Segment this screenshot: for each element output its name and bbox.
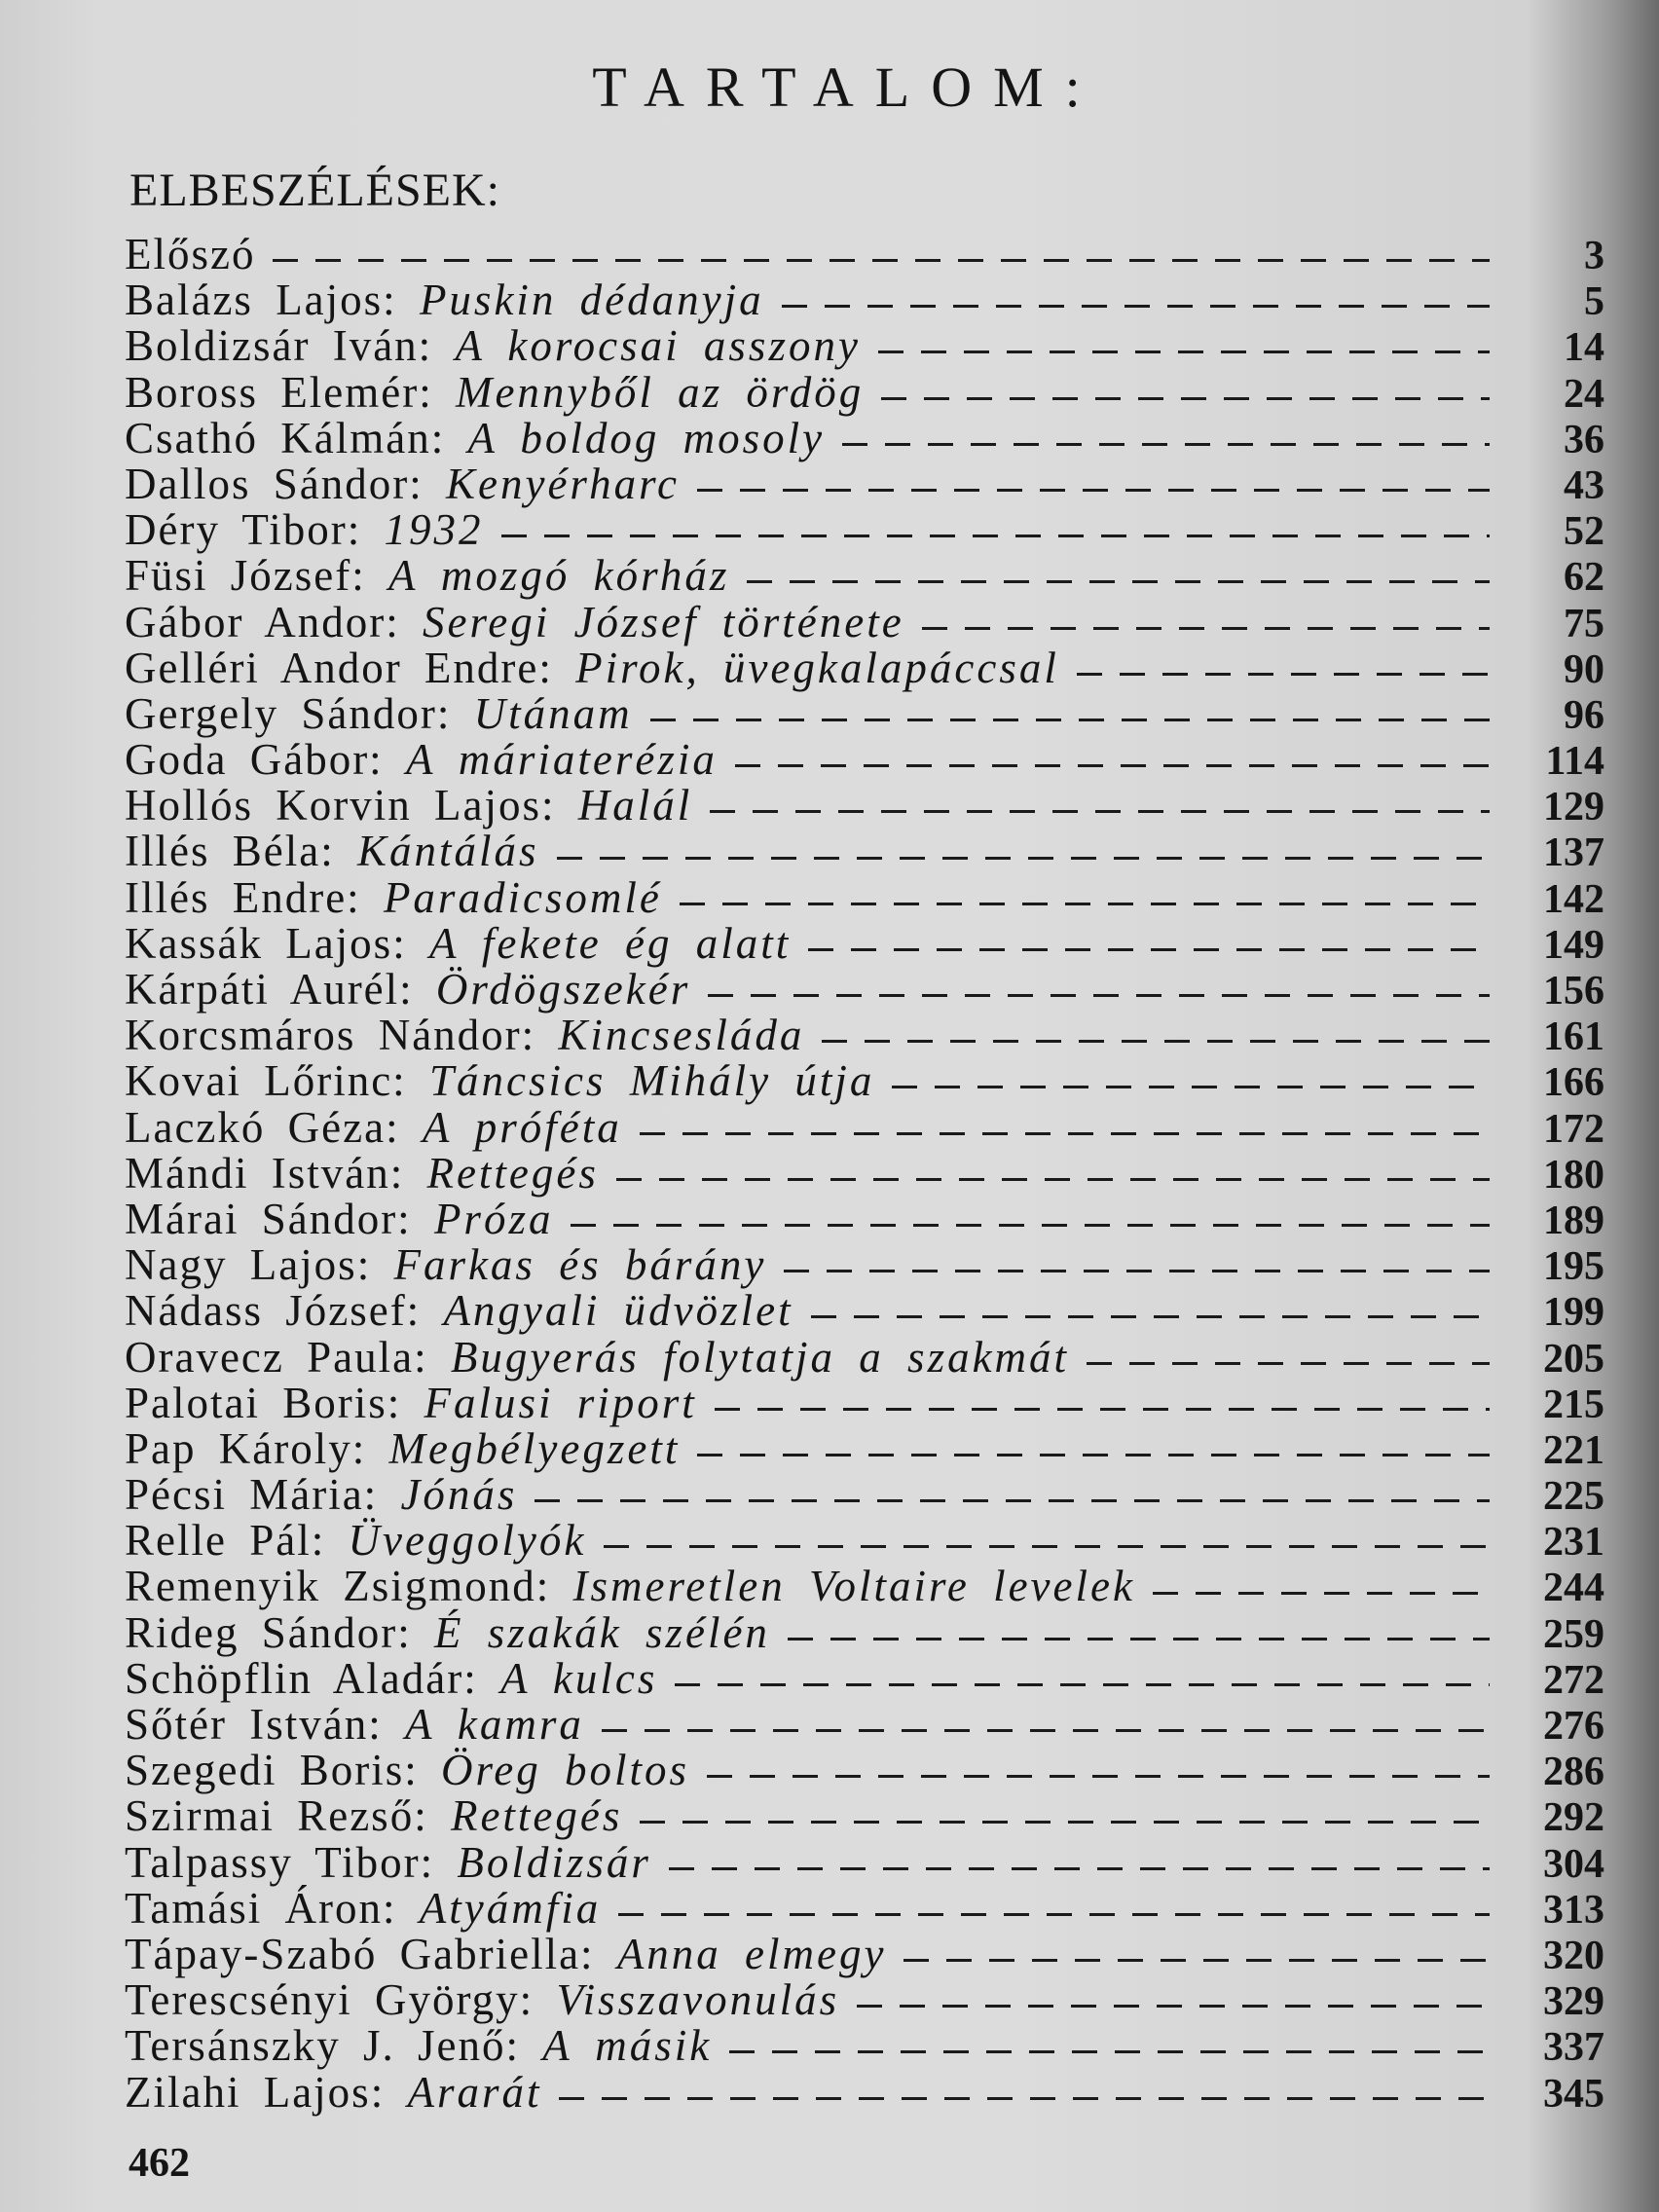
toc-page-number: 304 [1543, 1841, 1604, 1887]
toc-page-number: 259 [1543, 1611, 1604, 1657]
dash-leader [559, 2097, 1490, 2100]
toc-author: Pap Károly: [125, 1423, 367, 1473]
toc-title: 1932 [384, 505, 484, 555]
toc-entry-text [125, 553, 729, 599]
dash-leader [788, 1638, 1490, 1641]
toc-entry [125, 1058, 1604, 1104]
toc-entry [125, 645, 1604, 691]
toc-entry [125, 1102, 1604, 1152]
toc-page-number: 161 [1543, 1014, 1604, 1060]
toc-page-number: 221 [1543, 1427, 1604, 1473]
dash-leader [501, 535, 1490, 537]
toc-title: Anna elmegy [616, 1929, 887, 1978]
toc-title: Farkas és bárány [393, 1240, 767, 1290]
toc-author: Márai Sándor: [125, 1194, 412, 1243]
toc-page-number: 215 [1543, 1382, 1604, 1427]
toc-entry [125, 1013, 1604, 1058]
toc-title: Boldizsár [457, 1837, 651, 1887]
toc-author: Boross Elemér: [125, 367, 433, 417]
toc-entry [125, 1837, 1604, 1887]
toc-entry-text [125, 1013, 804, 1058]
toc-page-number: 96 [1564, 692, 1604, 738]
toc-author: Nádass József: [125, 1286, 422, 1336]
toc-entry-text [125, 367, 865, 417]
toc-entry-text [125, 688, 633, 738]
toc-entry-text [125, 918, 792, 968]
toc-title: Rettegés [426, 1148, 599, 1198]
toc-author: Kassák Lajos: [125, 918, 407, 968]
toc-entry [125, 1607, 1604, 1657]
dash-leader [707, 1775, 1490, 1778]
dash-leader [1087, 1362, 1490, 1365]
toc-entry-text [125, 413, 826, 462]
dash-leader [640, 1132, 1490, 1135]
toc-entry [125, 367, 1604, 417]
toc-entry [125, 2067, 1604, 2117]
toc-page-number: 36 [1564, 417, 1604, 462]
dash-leader [903, 1959, 1490, 1962]
toc-author: Remenyik Zsigmond: [125, 1562, 551, 1611]
toc-page-number: 286 [1543, 1750, 1604, 1795]
toc-entry [125, 323, 1604, 369]
toc-entry-text [125, 1883, 602, 1933]
toc-entry [125, 1702, 1604, 1748]
toc-page-number: 166 [1543, 1060, 1604, 1106]
toc-page-number: 52 [1564, 509, 1604, 555]
toc-title: Ördögszekér [435, 965, 691, 1014]
dash-leader [273, 259, 1490, 262]
toc-title: Halál [577, 781, 693, 830]
toc-title: Mennyből az ördög [455, 367, 865, 417]
toc-entry-text [125, 1288, 793, 1334]
dash-leader [697, 1454, 1490, 1456]
toc-page-number: 75 [1564, 601, 1604, 646]
toc-page-number: 24 [1564, 371, 1604, 417]
toc-author: Füsi József: [125, 551, 366, 601]
toc-entry-text [125, 1148, 599, 1198]
toc-page-number: 276 [1543, 1704, 1604, 1749]
dash-leader [1077, 673, 1490, 676]
toc-entry [125, 507, 1604, 553]
toc-entry-text [125, 1242, 766, 1288]
toc-author: Balázs Lajos: [125, 276, 397, 325]
toc-entry [125, 1242, 1604, 1288]
toc-entry [125, 1332, 1604, 1382]
toc-author: Talpassy Tibor: [125, 1837, 435, 1887]
dash-leader [747, 580, 1490, 583]
toc-entry [125, 918, 1604, 968]
toc-author: Gábor Andor: [125, 597, 400, 646]
toc-author: Csathó Kálmán: [125, 413, 446, 462]
toc-entry-text [125, 1518, 586, 1564]
toc-entry-text [125, 507, 484, 553]
toc-page-number: 14 [1564, 325, 1604, 371]
toc-title: A kulcs [499, 1653, 658, 1703]
toc-entry [125, 553, 1604, 599]
toc-author: Gelléri Andor Endre: [125, 643, 553, 692]
toc-page-number: 320 [1543, 1933, 1604, 1978]
toc-author: Zilahi Lajos: [125, 2067, 386, 2117]
toc-page-number: 345 [1543, 2071, 1604, 2117]
toc-entry [125, 967, 1604, 1013]
dash-leader [735, 764, 1490, 767]
toc-entry [125, 688, 1604, 738]
toc-author: Kovai Lőrinc: [125, 1056, 407, 1106]
toc-entry [125, 2023, 1604, 2069]
toc-author: Mándi István: [125, 1148, 405, 1198]
dash-leader [922, 627, 1490, 630]
toc-author: Nagy Lajos: [125, 1240, 372, 1290]
toc-entry [125, 1148, 1604, 1198]
toc-title: Utánam [473, 688, 633, 738]
toc-entry-text [125, 461, 680, 507]
dash-leader [618, 1913, 1490, 1916]
toc-entry [125, 1472, 1604, 1518]
dash-leader [697, 489, 1490, 492]
toc-title: Ismeretlen Voltaire levelek [572, 1562, 1135, 1611]
toc-entry-text [125, 1102, 622, 1152]
toc-entry-text [125, 1194, 554, 1243]
toc-author: Dallos Sándor: [125, 459, 424, 508]
toc-title: A másik [542, 2021, 713, 2071]
toc-entry [125, 597, 1604, 646]
dash-leader [811, 1315, 1490, 1318]
toc-entry-text [125, 1653, 658, 1703]
toc-entry-text [125, 829, 539, 874]
toc-page-number: 329 [1543, 1979, 1604, 2025]
toc-author: Illés Endre: [125, 872, 361, 922]
toc-title: Üveggolyók [348, 1516, 587, 1566]
toc-title: Atyámfia [419, 1883, 602, 1933]
toc-entry-text [125, 1929, 887, 1978]
toc-page-number: 114 [1545, 739, 1604, 785]
toc-entry-text [125, 645, 1059, 691]
page-heading: TARTALOM: [592, 55, 1102, 119]
toc-page-number: 5 [1584, 279, 1604, 325]
dash-leader [616, 1178, 1490, 1181]
dash-leader [881, 397, 1490, 400]
toc-author: Pécsi Mária: [125, 1470, 379, 1520]
toc-author: Relle Pál: [125, 1516, 326, 1566]
toc-title: A máriaterézia [405, 735, 718, 785]
toc-title: A fekete ég alatt [428, 918, 792, 968]
toc-page-number: 180 [1543, 1152, 1604, 1198]
table-of-contents [125, 232, 1604, 2116]
toc-title: A próféta [422, 1102, 622, 1152]
toc-title: A korocsai asszony [455, 321, 861, 371]
dash-leader [784, 1270, 1490, 1272]
toc-entry [125, 737, 1604, 783]
toc-title: Próza [433, 1194, 554, 1243]
toc-entry-text [125, 1748, 689, 1793]
dash-leader [892, 1086, 1490, 1088]
toc-entry [125, 1883, 1604, 1933]
toc-entry [125, 413, 1604, 462]
toc-title: A kamra [404, 1700, 584, 1749]
toc-title: Rettegés [450, 1791, 623, 1841]
toc-entry [125, 1793, 1604, 1839]
toc-page-number: 43 [1564, 462, 1604, 508]
toc-title: Jónás [400, 1470, 518, 1520]
toc-page-number: 172 [1543, 1106, 1604, 1152]
toc-author: Schöpflin Aladár: [125, 1653, 478, 1703]
toc-page-number: 199 [1543, 1290, 1604, 1336]
toc-author: Szirmai Rezső: [125, 1791, 428, 1841]
toc-author: Tamási Áron: [125, 1883, 397, 1933]
toc-page-number: 244 [1543, 1566, 1604, 1611]
toc-entry [125, 1194, 1604, 1243]
toc-entry [125, 1929, 1604, 1978]
toc-page-number: 129 [1543, 785, 1604, 830]
toc-title: Bugyerás folytatja a szakmát [450, 1332, 1070, 1382]
toc-entry-text [125, 1564, 1135, 1609]
dash-leader [842, 443, 1490, 446]
toc-entry [125, 829, 1604, 874]
dash-leader [650, 719, 1490, 721]
toc-entry-text [125, 1977, 839, 2023]
dash-leader [878, 350, 1490, 353]
toc-entry-text [125, 1607, 770, 1657]
toc-entry-text [125, 1423, 681, 1473]
toc-page-number: 62 [1564, 555, 1604, 601]
dash-leader [604, 1545, 1490, 1548]
toc-title: Táncsics Mihály útja [428, 1056, 875, 1106]
page-number: 462 [129, 2141, 190, 2186]
toc-entry-text [125, 2023, 712, 2069]
toc-title: Kincsesláda [558, 1011, 805, 1060]
toc-author: Hollós Korvin Lajos: [125, 781, 556, 830]
toc-author: Korcsmáros Nándor: [125, 1011, 536, 1060]
toc-author: Laczkó Géza: [125, 1102, 400, 1152]
dash-leader [669, 1867, 1490, 1870]
toc-title: Angyali üdvözlet [443, 1286, 793, 1336]
toc-entry-text [125, 737, 718, 783]
dash-leader [808, 948, 1490, 951]
dash-leader [708, 994, 1490, 997]
toc-entry-text [125, 1837, 651, 1887]
toc-entry [125, 1288, 1604, 1334]
toc-entry-text [125, 597, 904, 646]
toc-author: Goda Gábor: [125, 735, 384, 785]
toc-author: Tápay-Szabó Gabriella: [125, 1929, 595, 1978]
toc-title: Ararát [407, 2067, 542, 2117]
toc-page-number: 156 [1543, 969, 1604, 1014]
toc-title: Visszavonulás [556, 1975, 840, 2025]
toc-entry [125, 783, 1604, 829]
toc-entry-text [125, 1793, 622, 1839]
toc-entry [125, 461, 1604, 507]
toc-entry [125, 1748, 1604, 1793]
toc-title: Puskin dédanyja [419, 276, 764, 325]
toc-page-number: 195 [1543, 1244, 1604, 1290]
toc-title: Kántálás [356, 827, 539, 876]
toc-page-number: 225 [1543, 1474, 1604, 1520]
dash-leader [710, 810, 1490, 813]
dash-leader [782, 305, 1490, 308]
section-heading: ELBESZÉLÉSEK: [129, 165, 500, 216]
toc-author: Sőtér István: [125, 1700, 383, 1749]
toc-entry-text [125, 872, 662, 922]
toc-page-number: 337 [1543, 2025, 1604, 2071]
toc-entry-text [125, 1058, 874, 1104]
dash-leader [715, 1408, 1490, 1411]
toc-author: Tersánszky J. Jenő: [125, 2021, 521, 2071]
toc-entry-text [125, 967, 690, 1013]
dash-leader [557, 857, 1491, 860]
toc-entry [125, 1977, 1604, 2023]
toc-entry [125, 1378, 1604, 1427]
toc-page-number: 231 [1543, 1520, 1604, 1566]
toc-entry [125, 872, 1604, 922]
toc-author: Illés Béla: [125, 827, 335, 876]
toc-title: Paradicsomlé [383, 872, 662, 922]
toc-entry-text [125, 1472, 517, 1518]
toc-author: Boldizsár Iván: [125, 321, 433, 371]
toc-title: Pirok, üvegkalapáccsal [575, 643, 1059, 692]
toc-page-number: 137 [1543, 830, 1604, 876]
toc-entry-text [125, 1702, 584, 1748]
toc-entry-text [125, 232, 255, 277]
toc-page-number: 142 [1543, 876, 1604, 922]
toc-author: Előszó [125, 230, 256, 278]
toc-entry-text [125, 2067, 542, 2117]
toc-page-number: 272 [1543, 1657, 1604, 1703]
toc-page-number: 149 [1543, 922, 1604, 968]
toc-title: Öreg boltos [440, 1746, 690, 1795]
toc-page-number: 313 [1543, 1887, 1604, 1933]
toc-title: A boldog mosoly [467, 413, 826, 462]
toc-author: Kárpáti Aurél: [125, 965, 414, 1014]
dash-leader [857, 2005, 1490, 2008]
toc-author: Rideg Sándor: [125, 1607, 412, 1657]
toc-entry [125, 1653, 1604, 1703]
dash-leader [640, 1821, 1490, 1824]
dash-leader [675, 1683, 1490, 1686]
toc-author: Gergely Sándor: [125, 688, 452, 738]
dash-leader [535, 1499, 1490, 1502]
toc-entry-text [125, 1378, 697, 1427]
toc-page-number: 90 [1564, 646, 1604, 692]
toc-title: Megbélyegzett [388, 1423, 681, 1473]
dash-leader [1153, 1592, 1490, 1595]
toc-entry [125, 1423, 1604, 1473]
toc-title: Falusi riport [424, 1378, 697, 1427]
toc-entry [125, 1564, 1604, 1609]
toc-entry [125, 232, 1604, 277]
toc-entry-text [125, 277, 764, 323]
toc-author: Déry Tibor: [125, 505, 362, 555]
dash-leader [571, 1224, 1490, 1227]
toc-entry [125, 1518, 1604, 1564]
toc-entry-text [125, 323, 861, 369]
toc-author: Palotai Boris: [125, 1378, 402, 1427]
toc-author: Oravecz Paula: [125, 1332, 428, 1382]
toc-page-number: 3 [1584, 234, 1604, 278]
toc-author: Szegedi Boris: [125, 1746, 419, 1795]
dash-leader [822, 1040, 1490, 1043]
toc-page-number: 205 [1543, 1336, 1604, 1382]
toc-entry-text [125, 1332, 1070, 1382]
toc-entry-text [125, 783, 692, 829]
toc-entry [125, 277, 1604, 323]
toc-title: É szakák szélén [433, 1607, 770, 1657]
toc-title: A mozgó kórház [388, 551, 730, 601]
toc-page-number: 189 [1543, 1198, 1604, 1243]
dash-leader [729, 2050, 1490, 2053]
toc-author: Terescsényi György: [125, 1975, 535, 2025]
toc-title: Kenyérharc [445, 459, 680, 508]
toc-page-number: 292 [1543, 1795, 1604, 1841]
dash-leader [680, 903, 1490, 905]
toc-title: Seregi József története [422, 597, 904, 646]
dash-leader [602, 1729, 1490, 1732]
